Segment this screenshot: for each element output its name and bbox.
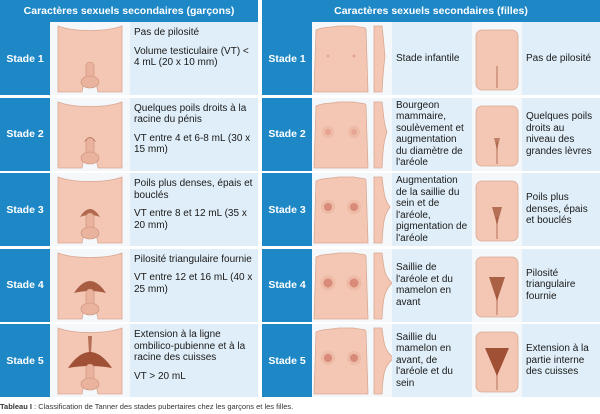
- girl-breast-description: [392, 249, 472, 323]
- boy-stage-label: Stade 2: [0, 98, 50, 172]
- tanner-row: [0, 98, 600, 172]
- girl-pubic-text: Extension à la partie interne des cuisses: [526, 343, 589, 378]
- girl-breast-text: Saillie du mamelon en avant, de l'aréole et du sein: [396, 331, 453, 389]
- girl-pubic-text: Poils plus denses, épais et bouclés: [526, 192, 588, 227]
- girl-breast-image-cell: [312, 249, 392, 323]
- girl-breast-illustration: [312, 249, 392, 323]
- boy-testicular-volume-text: VT entre 12 et 16 mL (40 x 25 mm): [134, 272, 253, 295]
- tanner-row: [0, 249, 600, 323]
- girl-pubic-description: [522, 249, 600, 323]
- caption-text: : Classification de Tanner des stades pubertaires chez les garçons et les filles.: [31, 402, 294, 411]
- boy-pilosity-text: Poils plus denses, épais et bouclés: [134, 178, 253, 201]
- girl-pubic-text: Pilosité triangulaire fournie: [526, 267, 576, 302]
- boy-genital-illustration: [50, 173, 130, 247]
- girl-stage-label: Stade 3: [262, 173, 312, 247]
- girl-breast-text: Saillie de l'aréole et du mamelon en avant: [396, 262, 453, 308]
- girl-pubic-description: [522, 22, 600, 96]
- girl-breast-illustration: [312, 324, 392, 398]
- boy-stage-label: Stade 3: [0, 173, 50, 247]
- tanner-row: [0, 324, 600, 398]
- girl-breast-description: [392, 98, 472, 172]
- tanner-row: [0, 22, 600, 96]
- boy-genital-illustration: [50, 324, 130, 398]
- girl-breast-text: Stade infantile: [396, 52, 460, 64]
- boy-genital-illustration: [50, 22, 130, 96]
- girl-pubic-image-cell: [472, 249, 522, 323]
- girl-pubic-description: [522, 98, 600, 172]
- boy-testicular-volume-text: VT > 20 mL: [134, 370, 186, 382]
- boy-image-cell: [50, 22, 130, 96]
- girl-pubic-illustration: [472, 324, 522, 398]
- boy-description: [130, 249, 258, 323]
- caption-label: Tableau I: [0, 402, 32, 411]
- boy-stage-label: Stade 1: [0, 22, 50, 96]
- girl-breast-description: [392, 22, 472, 96]
- girl-pubic-image-cell: [472, 22, 522, 96]
- girl-pubic-illustration: [472, 22, 522, 96]
- boy-description: [130, 173, 258, 247]
- girl-breast-description: [392, 324, 472, 398]
- girl-breast-illustration: [312, 173, 392, 247]
- boy-pilosity-text: Pilosité triangulaire fournie: [134, 253, 252, 265]
- boy-testicular-volume-text: VT entre 8 et 12 mL (35 x 20 mm): [134, 208, 247, 231]
- girl-breast-illustration: [312, 22, 392, 96]
- girl-pubic-illustration: [472, 98, 522, 172]
- boy-image-cell: [50, 324, 130, 398]
- table-caption: [0, 402, 293, 411]
- girl-breast-text: Bourgeon mammaire, soulèvement et augmentation du diamètre de l'aréole: [396, 99, 464, 168]
- boy-description: [130, 324, 258, 398]
- girl-stage-label: Stade 2: [262, 98, 312, 172]
- girl-breast-image-cell: [312, 22, 392, 96]
- girl-pubic-description: [522, 324, 600, 398]
- girl-breast-text: Augmentation de la saillie du sein et de l'aréole, pigmentation de l'aréole: [396, 175, 468, 244]
- boy-pilosity-text: Extension à la ligne ombilico-pubienne et à la racine des cuisses: [134, 329, 246, 363]
- boy-pilosity-text: Pas de pilosité: [134, 27, 200, 38]
- girl-pubic-illustration: [472, 173, 522, 247]
- girl-stage-label: Stade 4: [262, 249, 312, 323]
- boy-description: [130, 22, 258, 96]
- boy-description: [130, 98, 258, 172]
- boy-image-cell: [50, 98, 130, 172]
- boys-header: Caractères sexuels secondaires (garçons): [0, 0, 258, 22]
- boy-image-cell: [50, 249, 130, 323]
- girl-pubic-image-cell: [472, 324, 522, 398]
- girl-breast-description: [392, 173, 472, 247]
- girl-stage-label: Stade 5: [262, 324, 312, 398]
- girl-pubic-text: Quelques poils droits au niveau des grandes lèvres: [526, 111, 593, 157]
- girls-header: Caractères sexuels secondaires (filles): [262, 0, 600, 22]
- girl-breast-image-cell: [312, 173, 392, 247]
- tanner-row: [0, 173, 600, 247]
- girl-breast-image-cell: [312, 98, 392, 172]
- girl-pubic-illustration: [472, 249, 522, 323]
- girl-breast-illustration: [312, 98, 392, 172]
- boy-testicular-volume-text: Volume testiculaire (VT) < 4 mL (20 x 10 mm): [134, 45, 249, 68]
- girl-breast-image-cell: [312, 324, 392, 398]
- boy-genital-illustration: [50, 249, 130, 323]
- column-separator: [258, 22, 262, 398]
- girl-pubic-image-cell: [472, 98, 522, 172]
- boy-pilosity-text: Quelques poils droits à la racine du pénis: [134, 102, 247, 125]
- boy-testicular-volume-text: VT entre 4 et 6-8 mL (30 x 15 mm): [134, 132, 251, 155]
- girl-pubic-description: [522, 173, 600, 247]
- girl-pubic-image-cell: [472, 173, 522, 247]
- boy-image-cell: [50, 173, 130, 247]
- boy-stage-label: Stade 5: [0, 324, 50, 398]
- boy-genital-illustration: [50, 98, 130, 172]
- girl-pubic-text: Pas de pilosité: [526, 52, 592, 64]
- boy-stage-label: Stade 4: [0, 249, 50, 323]
- girl-stage-label: Stade 1: [262, 22, 312, 96]
